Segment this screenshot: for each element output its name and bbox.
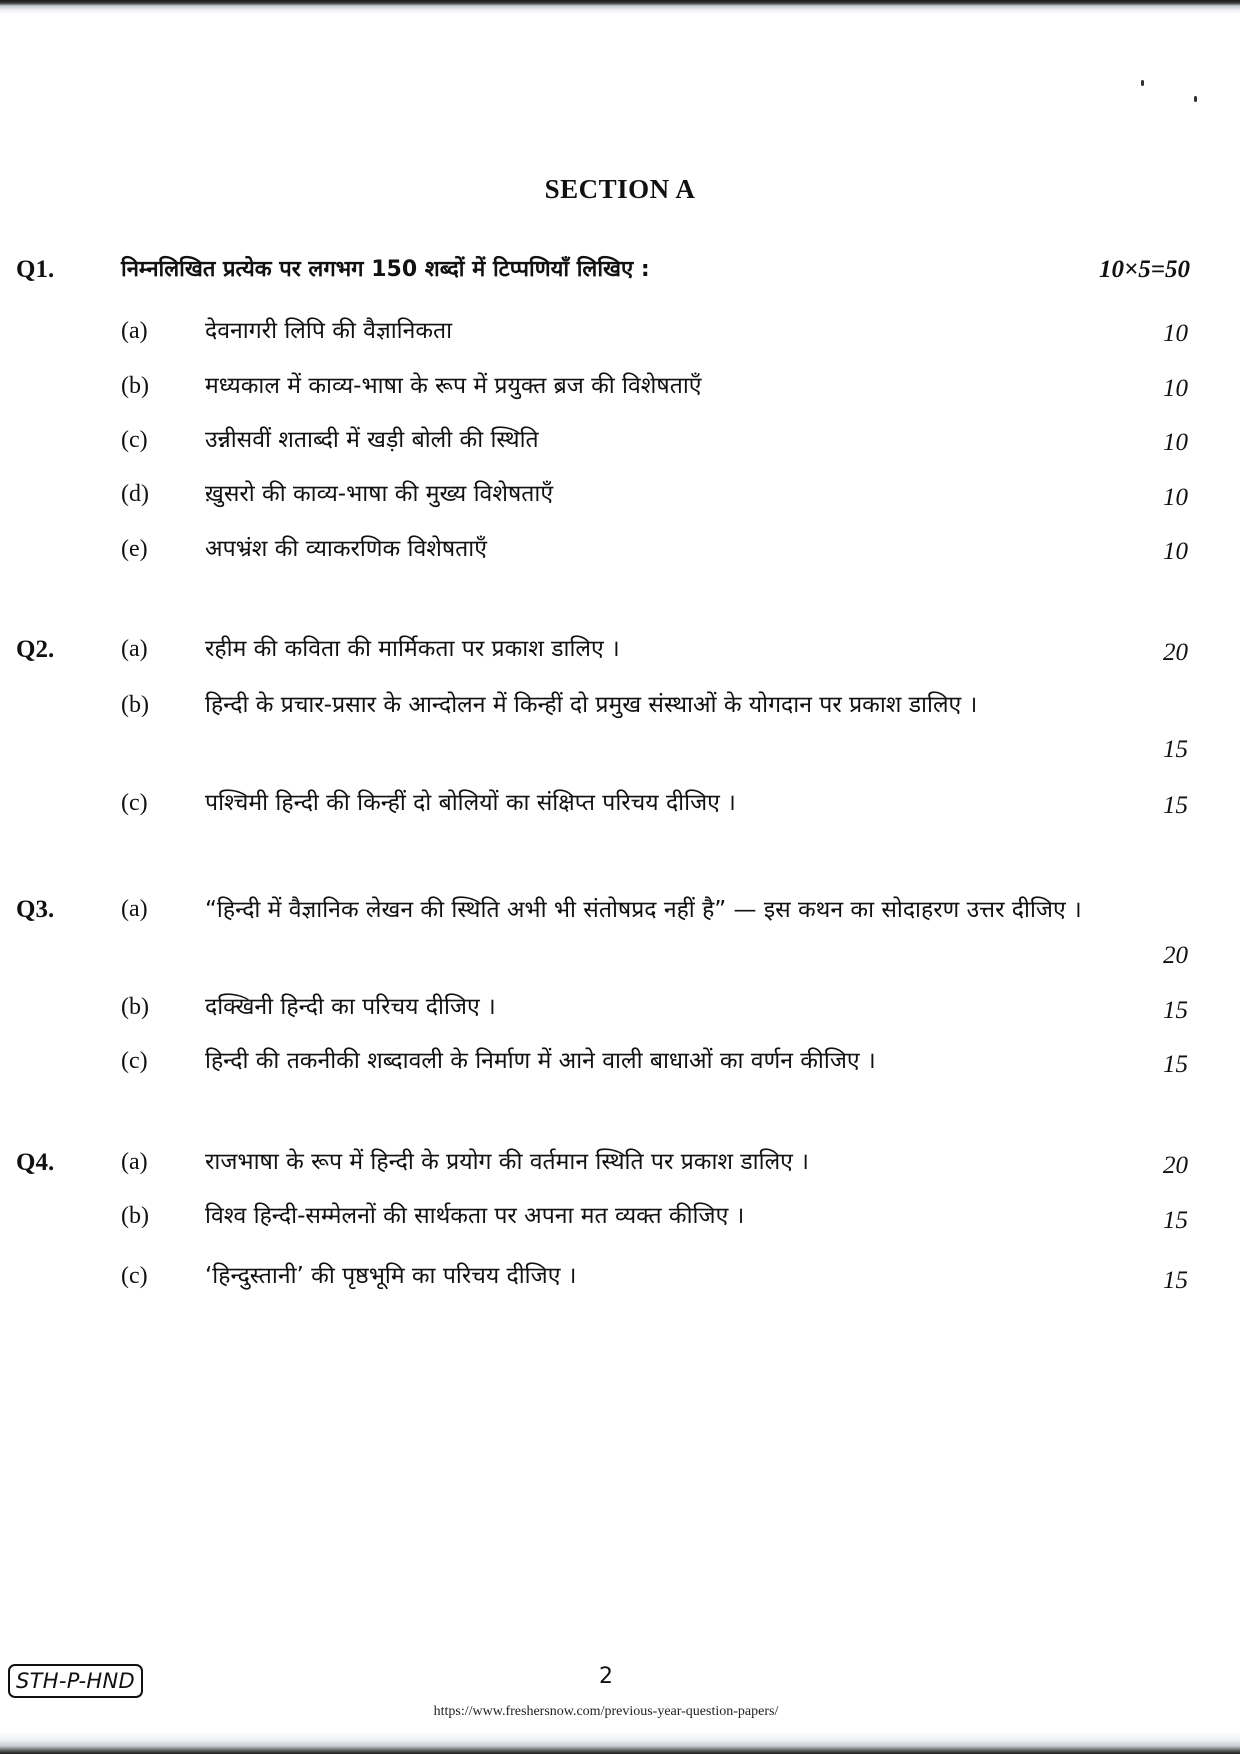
question-number: Q3. bbox=[16, 896, 55, 923]
total-marks: 10×5=50 bbox=[1099, 256, 1190, 283]
part-label: (a) bbox=[121, 636, 148, 662]
part-label: (c) bbox=[121, 1048, 148, 1074]
part-marks: 15 bbox=[1163, 1051, 1188, 1078]
part-marks: 10 bbox=[1163, 375, 1188, 402]
part-text: उन्नीसवीं शताब्दी में खड़ी बोली की स्थिति bbox=[205, 427, 539, 453]
part-marks: 15 bbox=[1163, 1207, 1188, 1234]
section-title: SECTION A bbox=[544, 174, 696, 204]
part-marks: 15 bbox=[1163, 792, 1188, 819]
part-marks: 20 bbox=[1163, 942, 1188, 969]
part-text: ख़ुसरो की काव्य-भाषा की मुख्य विशेषताएँ bbox=[205, 481, 554, 507]
part-label: (b) bbox=[121, 994, 149, 1020]
part-text: “हिन्दी में वैज्ञानिक लेखन की स्थिति अभी भी संतोषप्रद नहीं है” — इस कथन का सोदाहरण उत्तर दीजिए । bbox=[205, 897, 1082, 923]
page-number: 2 bbox=[599, 1664, 613, 1689]
part-label: (e) bbox=[121, 536, 148, 562]
scan-speck bbox=[1141, 80, 1144, 86]
paper-code-badge: STH-P-HND bbox=[8, 1664, 143, 1698]
part-text: देवनागरी लिपि की वैज्ञानिकता bbox=[205, 318, 453, 344]
question-number: Q4. bbox=[16, 1149, 55, 1176]
part-text: रहीम की कविता की मार्मिकता पर प्रकाश डालिए । bbox=[205, 636, 620, 662]
part-marks: 10 bbox=[1163, 538, 1188, 565]
part-marks: 15 bbox=[1163, 736, 1188, 763]
part-marks: 15 bbox=[1163, 997, 1188, 1024]
scan-speck bbox=[1194, 96, 1197, 102]
part-text: हिन्दी के प्रचार-प्रसार के आन्दोलन में किन्हीं दो प्रमुख संस्थाओं के योगदान पर प्रकाश डालिए । bbox=[205, 692, 978, 718]
question-number: Q2. bbox=[16, 636, 55, 663]
part-marks: 20 bbox=[1163, 639, 1188, 666]
part-text: ‘हिन्दुस्तानी’ की पृष्ठभूमि का परिचय दीजिए । bbox=[205, 1263, 577, 1289]
scan-edge-top bbox=[0, 0, 1240, 14]
part-label: (c) bbox=[121, 1263, 148, 1289]
part-label: (a) bbox=[121, 896, 148, 922]
part-label: (b) bbox=[121, 373, 149, 399]
part-marks: 15 bbox=[1163, 1267, 1188, 1294]
source-url[interactable]: https://www.freshersnow.com/previous-year-question-papers/ bbox=[433, 1704, 779, 1719]
part-text: हिन्दी की तकनीकी शब्दावली के निर्माण में आने वाली बाधाओं का वर्णन कीजिए । bbox=[205, 1048, 876, 1074]
part-text: मध्यकाल में काव्य-भाषा के रूप में प्रयुक्त ब्रज की विशेषताएँ bbox=[205, 373, 702, 399]
part-label: (b) bbox=[121, 692, 149, 718]
part-marks: 10 bbox=[1163, 320, 1188, 347]
scan-edge-bottom bbox=[0, 1732, 1240, 1754]
part-text: अपभ्रंश की व्याकरणिक विशेषताएँ bbox=[205, 536, 487, 562]
part-text: दक्खिनी हिन्दी का परिचय दीजिए । bbox=[205, 994, 496, 1020]
part-label: (c) bbox=[121, 790, 148, 816]
part-marks: 20 bbox=[1163, 1152, 1188, 1179]
part-label: (b) bbox=[121, 1203, 149, 1229]
part-label: (d) bbox=[121, 481, 149, 507]
part-text: विश्व हिन्दी-सम्मेलनों की सार्थकता पर अपना मत व्यक्त कीजिए । bbox=[205, 1203, 745, 1229]
question-number: Q1. bbox=[16, 256, 55, 283]
question-intro: निम्नलिखित प्रत्येक पर लगभग 150 शब्दों में टिप्पणियाँ लिखिए : bbox=[121, 257, 650, 282]
part-label: (c) bbox=[121, 427, 148, 453]
part-label: (a) bbox=[121, 318, 148, 344]
part-marks: 10 bbox=[1163, 484, 1188, 511]
part-text: पश्चिमी हिन्दी की किन्हीं दो बोलियों का संक्षिप्त परिचय दीजिए । bbox=[205, 790, 736, 816]
part-text: राजभाषा के रूप में हिन्दी के प्रयोग की वर्तमान स्थिति पर प्रकाश डालिए । bbox=[205, 1149, 809, 1175]
part-marks: 10 bbox=[1163, 429, 1188, 456]
part-label: (a) bbox=[121, 1149, 148, 1175]
